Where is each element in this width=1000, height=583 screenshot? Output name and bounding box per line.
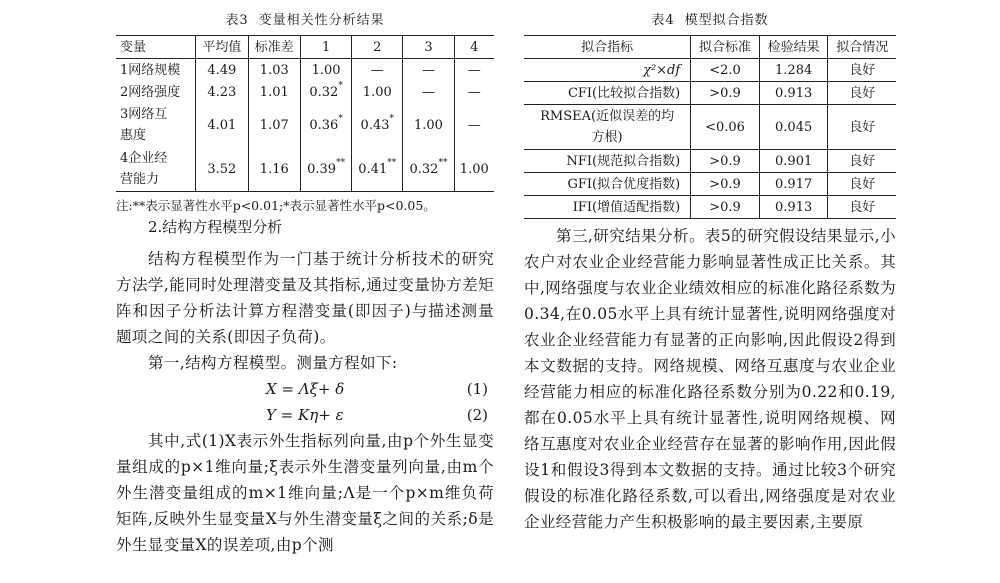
table4-header-result: 检验结果: [759, 36, 828, 59]
table4-cell-standard: >0.9: [691, 196, 760, 219]
table4-cell-index: NFI(规范拟合指数): [524, 150, 691, 173]
table4-cell-status: 良好: [849, 199, 876, 215]
body-paragraph: 第三,研究结果分析。表5的研究假设结果显示,小农户对农业企业经营能力影响显著性成正比关系。其中,网络强度与农业企业绩效相应的标准化路径系数为0.34,在0.05水平上具有统计显著性,说明网络强度对农业企业经营能力有显著的正向影响,因此假设2得到本文数据的支持。网络规模、网络互惠度与农业企业经营能力相应的标准化路径系数分别为0.22和0.19,都在0.05水平上具有统计显著性,说明网络规模、网络互惠度对农业企业经营存在显著的影响作用,因此假设1和假设3得到本文数据的支持。通过比较3个研究假设的标准化路径系数,可以看出,网络强度是对农业企业经营能力产生积极影响的最主要因素,主要原: [524, 227, 896, 531]
table4-cell-status: 良好: [828, 105, 896, 150]
table3-cell-c4: —: [467, 117, 481, 133]
body-paragraph: 其中,式(1)X表示外生指标列向量,由p个外生显变量组成的p×1维向量;ξ表示外生潜变量列向量,由m个外生潜变量组成的m×1维向量;Λ是一个p×m维负荷矩阵,反映外生显变量X与外生潜变量ξ之间的关系;δ是外生显变量X的误差项,由p个测: [116, 432, 494, 554]
significance-mark: *: [338, 113, 343, 124]
table3-header-3: 3: [403, 36, 454, 59]
table4-caption-number: 表4: [651, 13, 675, 28]
table4-cell-status: 良好: [828, 150, 896, 173]
table-row: [116, 103, 494, 147]
table3-value: 0.43: [360, 117, 390, 133]
table3-cell-c1: [301, 147, 352, 192]
equation-2: [116, 402, 494, 428]
table3-cell-mean: 4.01: [196, 103, 248, 147]
table3-cell-c1: [301, 103, 352, 147]
table4-cell-status: 良好: [828, 59, 896, 82]
table4-cell-result: 0.045: [759, 105, 828, 150]
equation-formula: X = Λξ+ δ: [266, 380, 345, 398]
right-column: [524, 0, 896, 535]
equation-number: (2): [466, 406, 488, 424]
table3-value: 0.41: [358, 161, 388, 177]
table3-value: 0.36: [309, 117, 339, 133]
table3-header-1: 1: [301, 36, 352, 59]
equation-1: [116, 376, 494, 402]
table-row: [524, 196, 896, 219]
equation-formula: Y = Kη+ ε: [266, 406, 344, 424]
table3-cell-c4: —: [467, 84, 481, 100]
table-row: [524, 59, 896, 82]
table3-cell-sd: 1.07: [248, 103, 300, 147]
table4-cell-result: 0.901: [759, 150, 828, 173]
table4-cell-result: 0.913: [759, 196, 828, 219]
table3-cell-c2: [352, 103, 403, 147]
table-row: [524, 173, 896, 196]
table3-cell-variable: [116, 103, 196, 147]
significance-mark: *: [338, 80, 343, 91]
table3-cell-c3: —: [403, 59, 454, 82]
table-row: [116, 59, 494, 82]
table4-cell-index: GFI(拟合优度指数): [524, 173, 691, 196]
table3-cell-sd: 1.03: [248, 59, 300, 82]
significance-mark: **: [438, 157, 448, 168]
table3-header-row: [116, 36, 494, 59]
table4-cell-standard: <2.0: [691, 59, 760, 82]
table4-caption: [524, 12, 896, 30]
table3-value: 0.32: [409, 161, 439, 177]
table4-cell-result: 1.284: [759, 59, 828, 82]
table4-model-fit: [524, 35, 896, 219]
table3-cell-c2: 1.00: [352, 81, 403, 103]
table3-note: 注:**表示显著性水平p<0.01;*表示显著性水平p<0.05。: [116, 198, 436, 213]
table3-header-sd: 标准差: [248, 36, 300, 59]
table3-cell-c2: [352, 147, 403, 192]
variable-line-1: 4企业经: [120, 151, 168, 166]
variable-line-2: 营能力: [120, 172, 160, 187]
table3-cell-c1: 1.00: [301, 59, 352, 82]
table4-cell-index: [524, 105, 691, 150]
table3-value: 0.32: [309, 84, 339, 100]
table4-cell-standard: >0.9: [691, 173, 760, 196]
table-row: [524, 82, 896, 105]
table4-header-standard: 拟合标准: [691, 36, 760, 59]
table3-cell-mean: 3.52: [196, 147, 248, 192]
table3-caption-number: 表3: [225, 13, 249, 28]
table3-cell-mean: 4.49: [196, 59, 248, 82]
index-line-2: 方根): [591, 130, 623, 145]
table4-cell-index: χ²×df: [524, 59, 691, 82]
significance-mark: **: [387, 157, 397, 168]
section-subheading: 2.结构方程模型分析: [148, 218, 283, 236]
table3-value: 0.39: [307, 161, 337, 177]
table3-header-mean: 平均值: [196, 36, 248, 59]
significance-mark: **: [336, 157, 346, 168]
table3-cell-c3: —: [403, 81, 454, 103]
table3-correlation: [116, 35, 494, 192]
table3-cell-variable: [116, 147, 196, 192]
table3-cell-c2: —: [352, 59, 403, 82]
table3-cell-variable: 1网络规模: [116, 59, 196, 82]
table3-cell-sd: 1.16: [248, 147, 300, 192]
table4-cell-status: 良好: [828, 173, 896, 196]
table4-cell-status: 良好: [828, 82, 896, 105]
table4-cell-standard: >0.9: [691, 150, 760, 173]
table3-caption-title: 变量相关性分析结果: [258, 13, 385, 28]
index-line-1: RMSEA(近似误差的均: [540, 109, 675, 124]
left-column: [116, 0, 494, 558]
table-row: [116, 81, 494, 103]
body-paragraph: 结构方程模型作为一门基于统计分析技术的研究方法学,能同时处理潜变量及其指标,通过变量协方差矩阵和因子分析法计算方程潜变量(即因子)与描述测量题项之间的关系(即因子负荷)。: [116, 250, 494, 346]
table3-header-2: 2: [352, 36, 403, 59]
table3-cell-variable: 2网络强度: [116, 81, 196, 103]
table4-cell-standard: >0.9: [691, 82, 760, 105]
table3-cell-sd: 1.01: [248, 81, 300, 103]
table4-cell-standard: <0.06: [691, 105, 760, 150]
table-row: [116, 147, 494, 192]
table4-cell-index: CFI(比较拟合指数): [524, 82, 691, 105]
body-paragraph: 第一,结构方程模型。测量方程如下:: [148, 354, 398, 372]
table3-cell-c4: —: [467, 62, 481, 78]
table3-cell-c4: 1.00: [459, 161, 489, 177]
table4-cell-result: 0.913: [759, 82, 828, 105]
table4-cell-result: 0.917: [759, 173, 828, 196]
variable-line-2: 惠度: [120, 128, 147, 143]
table3-caption: [116, 12, 494, 30]
table4-header-row: [524, 36, 896, 59]
table3-cell-c3: 1.00: [403, 103, 454, 147]
table3-cell-c1: [301, 81, 352, 103]
table3-cell-c3: [403, 147, 454, 192]
table4-header-status: 拟合情况: [828, 36, 896, 59]
variable-line-1: 3网络互: [120, 107, 168, 122]
table4-header-index: 拟合指标: [524, 36, 691, 59]
table-row: [524, 105, 896, 150]
table3-header-4: 4: [454, 36, 494, 59]
table-row: [524, 150, 896, 173]
table4-cell-index: IFI(增值适配指数): [524, 196, 691, 219]
significance-mark: *: [389, 113, 394, 124]
equation-number: (1): [466, 380, 488, 398]
table3-header-variable: 变量: [116, 36, 196, 59]
table4-caption-title: 模型拟合指数: [684, 13, 769, 28]
table3-cell-mean: 4.23: [196, 81, 248, 103]
